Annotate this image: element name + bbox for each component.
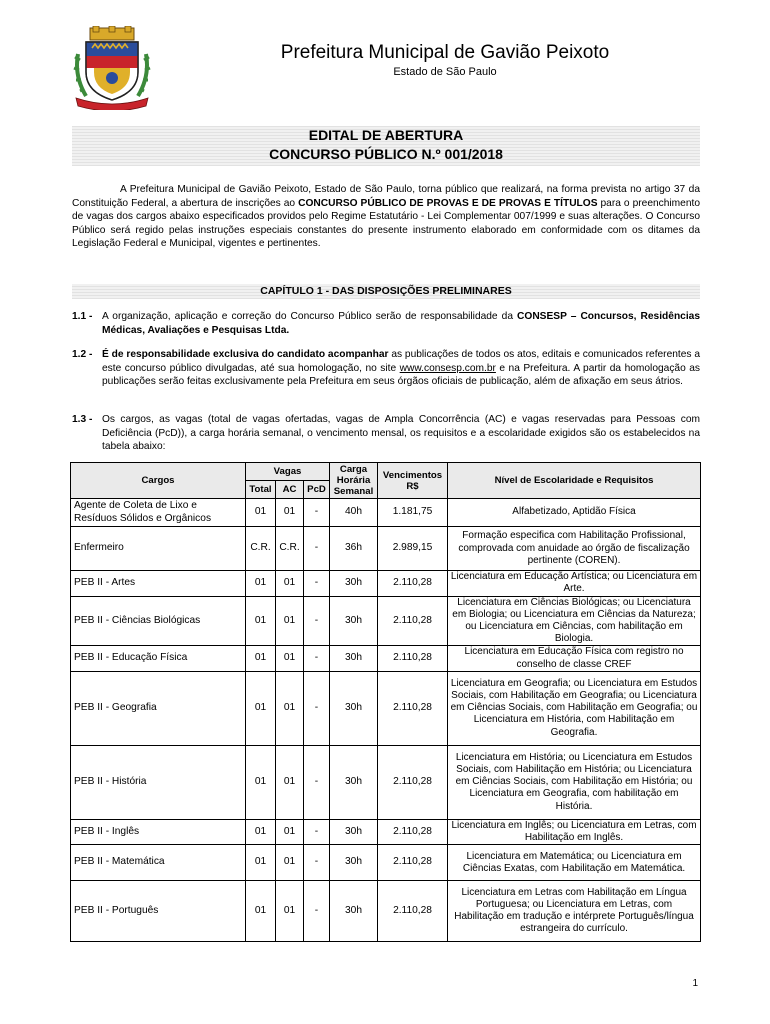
jobs-table — [70, 462, 701, 942]
intro-text-1: A Prefeitura Municipal de Gavião Peixoto, Estado de São Paulo, torna público que realizará, na forma prevista no artigo 37 da Constituição Federal, a abertura de inscrições ao — [72, 184, 700, 209]
table-row — [71, 819, 701, 844]
clause-1-1 — [72, 310, 700, 337]
table-row — [71, 745, 701, 819]
consesp-link[interactable]: www.consesp.com.br — [399, 362, 496, 374]
vencimento-cell: 2.110,28 — [378, 745, 448, 819]
carga-cell: 36h — [330, 527, 378, 571]
vencimento-cell: 2.110,28 — [378, 819, 448, 844]
total-cell: 01 — [246, 881, 276, 942]
nivel-cell: Licenciatura em Inglês; ou Licenciatura em Letras, com Habilitação em Inglês. — [448, 819, 701, 844]
cargo-cell: PEB II - Artes — [71, 571, 246, 596]
cargo-cell: PEB II - Ciências Biológicas — [71, 596, 246, 646]
table-row — [71, 671, 701, 745]
clause-1-3 — [72, 413, 700, 454]
carga-cell: 30h — [330, 596, 378, 646]
nivel-cell: Licenciatura em Geografia; ou Licenciatura em Estudos Sociais, com Habilitação em Geografia; ou Licenciatura em Ciências Sociais, com Habilitação em Geografia; ou Licenciatura em História, com Habilitação em Geografia. — [448, 671, 701, 745]
municipal-crest-icon — [72, 26, 152, 110]
vencimento-cell: 2.110,28 — [378, 571, 448, 596]
total-cell: 01 — [246, 745, 276, 819]
pcd-cell: - — [304, 571, 330, 596]
table-row — [71, 881, 701, 942]
nivel-cell: Licenciatura em Educação Física com registro no conselho de classe CREF — [448, 646, 701, 671]
total-cell: C.R. — [246, 527, 276, 571]
table-row — [71, 527, 701, 571]
nivel-cell: Licenciatura em Ciências Biológicas; ou Licenciatura em Biologia; ou Licenciatura em Ciências da Natureza; ou Licenciatura em Ciências, com habilitação em Biologia. — [448, 596, 701, 646]
ac-cell: 01 — [276, 845, 304, 881]
cargo-cell: PEB II - Português — [71, 881, 246, 942]
clause-text: A organização, aplicação e correção do Concurso Público serão de responsabilidade da — [102, 311, 518, 322]
vencimento-cell: 2.110,28 — [378, 671, 448, 745]
cargo-cell: PEB II - Matemática — [71, 845, 246, 881]
page-title: Prefeitura Municipal de Gavião Peixoto — [280, 42, 610, 63]
ac-cell: 01 — [276, 499, 304, 527]
pcd-cell: - — [304, 596, 330, 646]
nivel-cell: Licenciatura em Educação Artística; ou Licenciatura em Arte. — [448, 571, 701, 596]
vencimento-cell: 1.181,75 — [378, 499, 448, 527]
header-carga: Carga Horária Semanal — [330, 463, 378, 499]
ac-cell: 01 — [276, 819, 304, 844]
ac-cell: 01 — [276, 646, 304, 671]
clause-1-2 — [72, 348, 700, 389]
cargo-cell: PEB II - História — [71, 745, 246, 819]
nivel-cell: Alfabetizado, Aptidão Física — [448, 499, 701, 527]
total-cell: 01 — [246, 845, 276, 881]
carga-cell: 30h — [330, 571, 378, 596]
vencimento-cell: 2.110,28 — [378, 646, 448, 671]
carga-cell: 30h — [330, 646, 378, 671]
table-row — [71, 499, 701, 527]
clause-text: as publicações de todos os atos, editais e comunicados referentes a este concurso público divulgadas, até sua homologação, no site — [102, 349, 701, 374]
table-row — [71, 571, 701, 596]
header-total: Total — [246, 481, 276, 499]
ac-cell: C.R. — [276, 527, 304, 571]
jobs-table-body — [71, 499, 701, 942]
edital-number: CONCURSO PÚBLICO N.º 001/2018 — [269, 146, 503, 162]
clause-number: 1.1 - — [72, 311, 93, 322]
intro-paragraph — [72, 183, 700, 251]
pcd-cell: - — [304, 819, 330, 844]
carga-cell: 30h — [330, 819, 378, 844]
ac-cell: 01 — [276, 745, 304, 819]
pcd-cell: - — [304, 881, 330, 942]
carga-cell: 30h — [330, 845, 378, 881]
table-row — [71, 646, 701, 671]
pcd-cell: - — [304, 646, 330, 671]
pcd-cell: - — [304, 499, 330, 527]
total-cell: 01 — [246, 596, 276, 646]
clause-number: 1.3 - — [72, 414, 93, 425]
cargo-cell: PEB II - Geografia — [71, 671, 246, 745]
pcd-cell: - — [304, 527, 330, 571]
ac-cell: 01 — [276, 596, 304, 646]
intro-bold: CONCURSO PÚBLICO DE PROVAS E DE PROVAS E TÍTULOS — [298, 197, 598, 209]
vencimento-cell: 2.989,15 — [378, 527, 448, 571]
clause-text: Os cargos, as vagas (total de vagas ofertadas, vagas de Ampla Concorrência (AC) e vagas reservadas para Pessoas com Deficiência (PcD)), a carga horária semanal, o vencimento mensal, os requisitos e a escolaridade exigidos são os estabelecidos na tabela abaixo: — [102, 414, 700, 453]
page-number: 1 — [692, 978, 698, 989]
clause-text-2: e na Prefeitura. A partir da homologação as publicações serão feitas exclusivamente pela Prefeitura em seus órgãos oficiais de publicação, além de afixação em seus átrios. — [102, 362, 701, 388]
clause-number: 1.2 - — [72, 349, 93, 360]
carga-cell: 30h — [330, 745, 378, 819]
vencimento-cell: 2.110,28 — [378, 596, 448, 646]
table-row — [71, 845, 701, 881]
cargo-cell: Enfermeiro — [71, 527, 246, 571]
header-cargos: Cargos — [71, 463, 246, 499]
clause-bold: CONSESP – Concursos, Residências Médicas, Avaliações e Pesquisas Ltda. — [102, 311, 700, 336]
ac-cell: 01 — [276, 881, 304, 942]
vencimento-cell: 2.110,28 — [378, 845, 448, 881]
header-ac: AC — [276, 481, 304, 499]
nivel-cell: Licenciatura em História; ou Licenciatura em Estudos Sociais, com Habilitação em História; ou Licenciatura em Ciências Sociais, com Habilitação em História; ou Licenciatura em Geografia, com habilitação em História. — [448, 745, 701, 819]
header-nivel: Nível de Escolaridade e Requisitos — [448, 463, 701, 499]
nivel-cell: Formação especifica com Habilitação Profissional, comprovada com anuidade ao órgão de fiscalização pertinente (COREN). — [448, 527, 701, 571]
carga-cell: 30h — [330, 881, 378, 942]
cargo-cell: PEB II - Educação Física — [71, 646, 246, 671]
chapter-title: CAPÍTULO 1 - DAS DISPOSIÇÕES PRELIMINARES — [260, 285, 512, 297]
ac-cell: 01 — [276, 671, 304, 745]
cargo-cell: PEB II - Inglês — [71, 819, 246, 844]
nivel-cell: Licenciatura em Letras com Habilitação em Língua Portuguesa; ou Licenciatura em Letras, com Habilitação em tradução e intérprete Português/língua estrangeira do currículo. — [448, 881, 701, 942]
ac-cell: 01 — [276, 571, 304, 596]
pcd-cell: - — [304, 745, 330, 819]
intro-text-2: para o preenchimento de vagas dos cargos abaixo especificados providos pelo Regime Estatutário - Lei Complementar 007/1999 e suas alterações. O Concurso Público será regido pelas instruções especiais constantes do presente instrumento elaborado em conformidade com os ditames da Legislação Federal e Municipal, vigentes e pertinentes. — [72, 197, 700, 250]
carga-cell: 30h — [330, 671, 378, 745]
total-cell: 01 — [246, 671, 276, 745]
header-vencimentos: Vencimentos R$ — [378, 463, 448, 499]
pcd-cell: - — [304, 845, 330, 881]
header-vagas: Vagas — [246, 463, 330, 481]
page-subtitle: Estado de São Paulo — [393, 66, 497, 78]
clause-lead: É de responsabilidade exclusiva do candidato acompanhar — [102, 349, 389, 360]
cargo-cell: Agente de Coleta de Lixo e Resíduos Sólidos e Orgânicos — [71, 499, 246, 527]
pcd-cell: - — [304, 671, 330, 745]
total-cell: 01 — [246, 571, 276, 596]
carga-cell: 40h — [330, 499, 378, 527]
total-cell: 01 — [246, 646, 276, 671]
edital-title: EDITAL DE ABERTURA — [308, 127, 464, 143]
table-row — [71, 596, 701, 646]
vencimento-cell: 2.110,28 — [378, 881, 448, 942]
total-cell: 01 — [246, 499, 276, 527]
header-pcd: PcD — [304, 481, 330, 499]
total-cell: 01 — [246, 819, 276, 844]
nivel-cell: Licenciatura em Matemática; ou Licenciatura em Ciências Exatas, com Habilitação em Matemática. — [448, 845, 701, 881]
